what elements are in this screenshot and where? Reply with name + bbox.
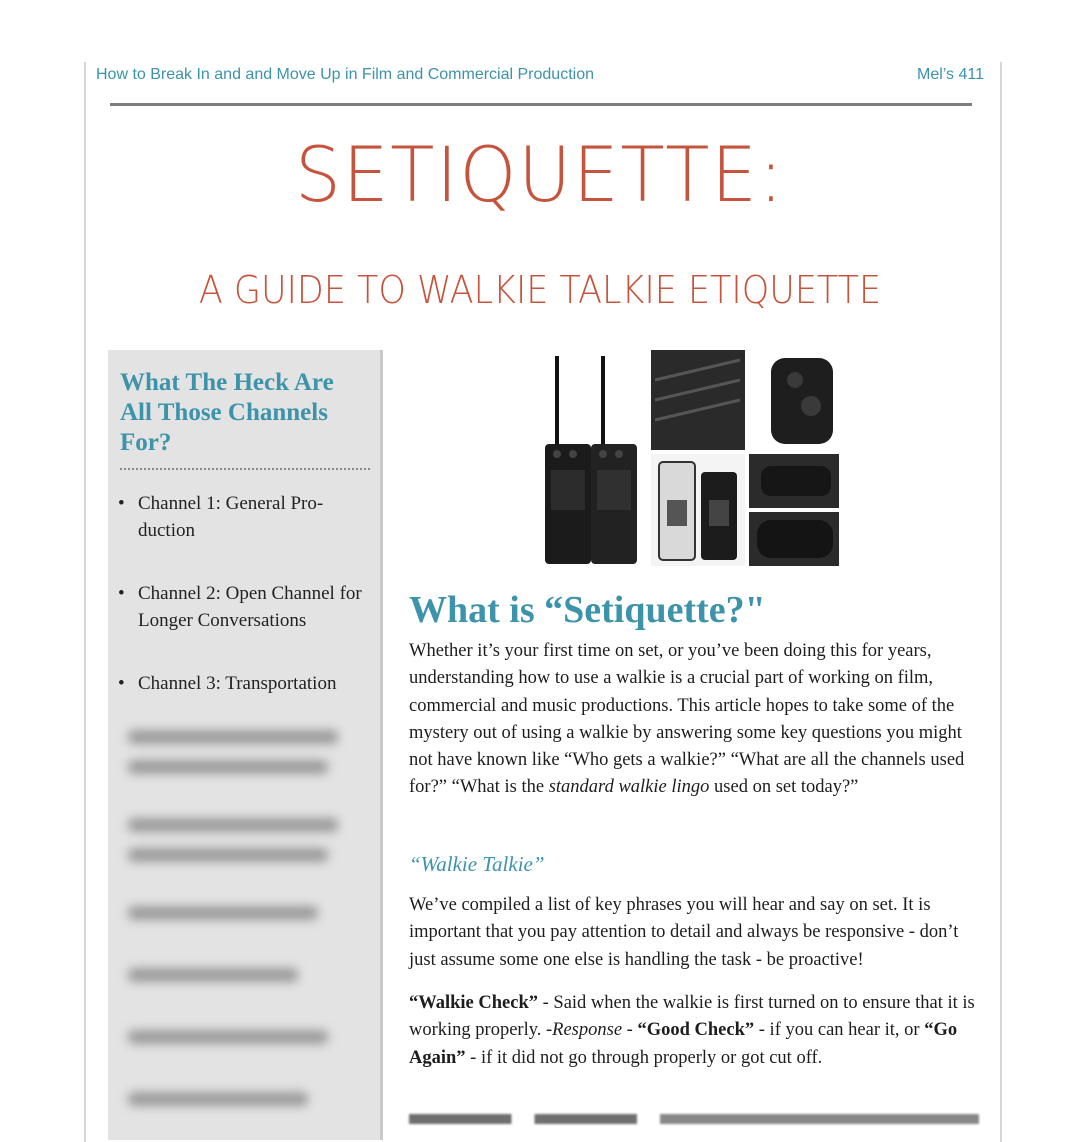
cutoff-next-line: [409, 1114, 979, 1124]
page-title: SETIQUETTE:: [295, 130, 785, 219]
channel-list: [118, 490, 370, 733]
term-go-again: “Go Again”: [409, 1020, 958, 1068]
blurred-line: [128, 906, 318, 920]
list-item: [118, 580, 370, 634]
walkie-photo-icon: [535, 350, 845, 570]
page-subtitle: A GUIDE TO WALKIE TALKIE ETIQUETTE: [198, 268, 882, 312]
article-intro: [409, 638, 989, 802]
walkie-talkie-photo: [535, 350, 845, 570]
list-item: [118, 670, 370, 697]
channel-label: Channel 3: Transportation: [138, 673, 337, 694]
blurred-line: [128, 968, 298, 982]
section-heading: “Walkie Talkie”: [409, 852, 545, 876]
brand-name: Mel’s 411: [917, 66, 984, 83]
intro-emphasis: standard walkie lingo: [548, 777, 710, 798]
article-paragraph-2: We’ve compiled a list of key phrases you will hear and say on set. It is important that you pay attention to detail and always be responsive - don’t just assume some one else is handling the task - be proactive!: [409, 895, 959, 970]
blurred-line: [128, 1030, 328, 1044]
blurred-line: [128, 1092, 308, 1106]
header-divider: [110, 103, 972, 106]
sidebar-heading: What The Heck Are All Those Channels For?: [120, 369, 334, 456]
article-paragraph-3: [409, 990, 989, 1072]
intro-text-part1: Whether it’s your first time on set, or you’ve been doing this for years, understanding how to use a walkie is a crucial part of working on film, commercial and music productions. This article hopes to take some of the mystery out of using a walkie by answering some key questions you might not have known like “Who gets a walkie?” “What are all the channels used for?” “What is the: [409, 641, 965, 798]
term-good-check: “Good Check”: [637, 1020, 755, 1041]
blurred-line: [128, 818, 338, 832]
sidebar-divider: [120, 468, 370, 470]
definition-text: - Said when the walkie is first turned on to ensure that it is working properly. -: [409, 993, 975, 1041]
definition-text: -: [622, 1020, 638, 1041]
definition-text: - if it did not go through properly or got cut off.: [465, 1047, 823, 1068]
list-item: [118, 490, 370, 544]
article-title: What is “Setiquette?": [409, 589, 766, 631]
blurred-list-preview: [128, 730, 358, 1106]
intro-text-part2: used on set today?”: [709, 777, 859, 798]
channel-label: Channel 1: General Pro-duction: [138, 493, 324, 541]
definition-text: - if you can hear it, or: [754, 1020, 925, 1041]
blurred-line: [128, 760, 328, 774]
term-walkie-check: “Walkie Check”: [409, 993, 538, 1013]
channel-label: Channel 2: Open Channel for Longer Conversations: [138, 583, 362, 631]
series-title: How to Break In and and Move Up in Film and Commercial Production: [96, 66, 594, 83]
blurred-line: [128, 730, 338, 744]
response-label: Response: [552, 1020, 623, 1041]
sidebar: [108, 350, 383, 1140]
blurred-line: [128, 848, 328, 862]
